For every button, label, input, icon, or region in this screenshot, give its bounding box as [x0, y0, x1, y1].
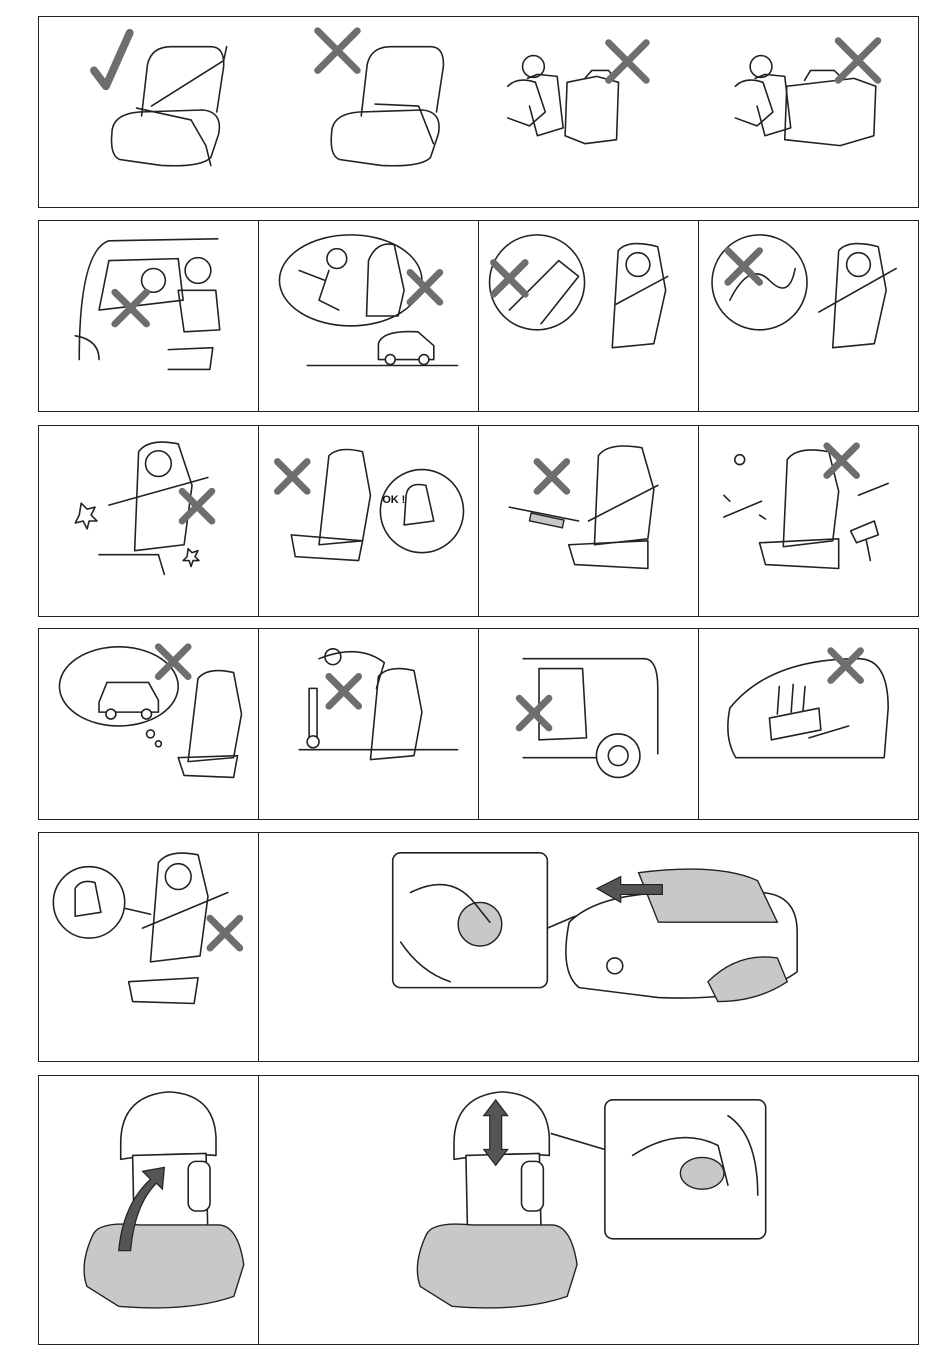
row1-illustrations	[39, 17, 918, 207]
check-mark-icon	[94, 33, 130, 86]
warning-loose-objects	[699, 629, 920, 819]
panel-seat-position	[38, 16, 919, 208]
panel-warnings-row-3	[38, 425, 919, 617]
cross-mark-icon	[277, 462, 307, 492]
front-seat-wrong-illustration-b	[735, 41, 878, 146]
cross-mark-icon	[831, 651, 861, 681]
warning-collision	[39, 426, 259, 616]
cross-mark-icon	[318, 31, 358, 71]
warning-door-pinch	[479, 629, 699, 819]
cross-mark-icon	[494, 263, 526, 295]
seat-belt-correct-illustration	[94, 33, 227, 166]
ok-bubble-label: OK !	[382, 494, 406, 507]
warning-unbuckled-child	[259, 221, 479, 411]
panel-warnings-row-4	[38, 628, 919, 820]
cross-mark-icon	[182, 491, 212, 521]
cross-mark-icon	[329, 677, 359, 707]
warning-leave-child-in-car	[39, 221, 259, 411]
recline-lever-diagram	[259, 833, 920, 1061]
headrest-height-diagram	[259, 1076, 920, 1344]
headrest-raise-diagram	[39, 1076, 259, 1344]
cross-mark-icon	[210, 918, 240, 948]
warning-buckle-check	[259, 426, 479, 616]
warning-sleeping-child	[39, 833, 259, 1061]
seat-belt-wrong-illustration	[318, 31, 444, 166]
panel-headrest-adjustment	[38, 1075, 919, 1345]
cross-mark-icon	[537, 462, 567, 492]
warning-replace-after-accident	[39, 629, 259, 819]
front-seat-wrong-illustration-a	[508, 43, 647, 144]
cross-mark-icon	[519, 698, 549, 728]
cross-mark-icon	[838, 41, 878, 81]
warning-hot-parts	[259, 629, 479, 819]
warning-modifying-seat	[699, 426, 920, 616]
warning-twisted-belt	[699, 221, 920, 411]
panel-warnings-row-2	[38, 220, 919, 412]
cross-mark-icon	[410, 272, 440, 302]
panel-recline-adjustment	[38, 832, 919, 1062]
warning-belt-in-door	[479, 221, 699, 411]
cross-mark-icon	[609, 43, 647, 81]
cross-mark-icon	[158, 647, 188, 677]
cross-mark-icon	[728, 251, 760, 283]
warning-cutting-belt	[479, 426, 699, 616]
